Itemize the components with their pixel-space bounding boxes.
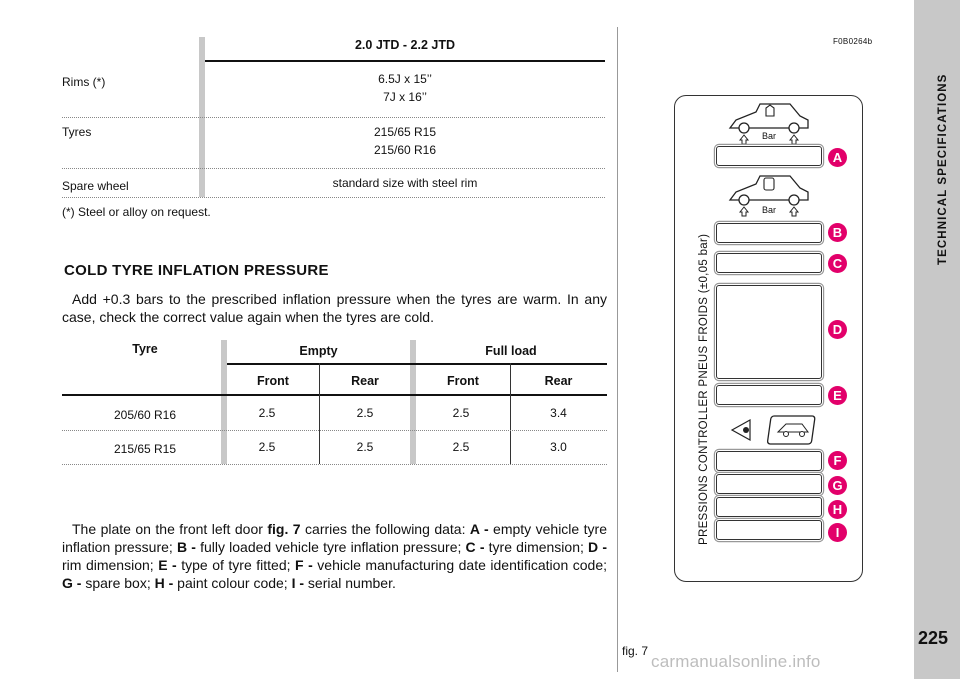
pressure-subheader: Rear	[544, 374, 573, 388]
pressure-cell: 2.5	[258, 440, 276, 454]
side-tab-title: TECHNICAL SPECIFICATIONS	[937, 73, 949, 265]
bar-label: Bar	[762, 205, 777, 215]
plate-paragraph	[62, 520, 607, 592]
plate-item-key: I -	[291, 575, 305, 591]
spec-value-line: 6.5J x 15’’	[378, 72, 432, 86]
pressure-row-tyre: 215/65 R15	[113, 442, 177, 456]
pressure-cell: 2.5	[452, 440, 470, 454]
pressure-cell: 2.5	[356, 406, 374, 420]
spec-row-label: Tyres	[62, 125, 92, 139]
pressure-row-tyre: 205/60 R16	[113, 408, 177, 422]
badge-i: I	[828, 523, 847, 542]
plate-item-text: type of tyre fitted;	[176, 557, 296, 573]
pressure-cell: 3.0	[550, 440, 567, 454]
plate-item-key: D -	[588, 539, 607, 555]
bar-label: Bar	[762, 131, 777, 141]
spec-table-header: 2.0 JTD - 2.2 JTD	[354, 38, 456, 52]
plate-vertical-text: PRESSIONS CONTROLLER PNEUS FROIDS (±0,05 bar)	[698, 233, 710, 545]
spec-row-label: Spare wheel	[62, 179, 129, 193]
badge-a: A	[828, 148, 847, 167]
plate-item-text: rim dimension;	[62, 557, 159, 573]
pressure-subheader: Front	[447, 374, 479, 388]
plate-item-text: paint colour code;	[173, 575, 292, 591]
badge-h: H	[828, 500, 847, 519]
plate-fig-ref: fig. 7	[267, 521, 301, 537]
pressure-subheader: Rear	[351, 374, 379, 388]
pressure-cell: 2.5	[356, 440, 374, 454]
pressure-full-header: Full load	[485, 344, 537, 358]
plate-field-d	[716, 285, 822, 379]
badge-b: B	[828, 223, 847, 242]
spec-row-divider	[62, 197, 605, 198]
figure-code: F0B0264b	[833, 37, 873, 46]
plate-item-text: serial number.	[304, 575, 396, 591]
plate-field-i	[716, 520, 822, 540]
plate-item-key: C -	[465, 539, 485, 555]
badge-d: D	[828, 320, 847, 339]
plate-field-h	[716, 497, 822, 517]
spec-row-value	[205, 123, 605, 159]
spec-table-header-rule	[205, 60, 605, 62]
pressure-row-divider	[62, 430, 607, 431]
figure-border	[617, 27, 618, 672]
plate-field-e	[716, 385, 822, 405]
plate-item-key: E -	[158, 557, 177, 573]
pressure-row-divider	[62, 464, 607, 465]
spec-value-line: standard size with steel rim	[332, 176, 478, 190]
plate-intro: The plate on the front left door	[72, 521, 268, 537]
plate-item-key: H -	[154, 575, 174, 591]
door-mirror-icon	[728, 410, 824, 450]
plate-item-text: tyre dimension;	[484, 539, 589, 555]
plate-item-text: empty vehicle tyre inflation pressure;	[62, 521, 607, 555]
badge-g: G	[828, 476, 847, 495]
spec-row-label: Rims (*)	[62, 75, 106, 89]
spec-value-line: 215/65 R15	[373, 125, 437, 139]
pressure-cell: 2.5	[258, 406, 276, 420]
pressure-subheader: Front	[257, 374, 289, 388]
plate-field-c	[716, 253, 822, 273]
plate-item-key: G -	[62, 575, 82, 591]
spec-value-line: 7J x 16’’	[383, 90, 427, 104]
pressure-subheader-rule	[62, 394, 607, 396]
pressure-header-rule	[227, 363, 607, 365]
plate-item-key: F -	[295, 557, 313, 573]
figure-caption: fig. 7	[622, 644, 649, 658]
badge-e: E	[828, 386, 847, 405]
badge-c: C	[828, 254, 847, 273]
pressure-cell: 3.4	[550, 406, 567, 420]
plate-item-text: spare box;	[81, 575, 155, 591]
plate-item-text: vehicle manufacturing date identification code;	[312, 557, 608, 573]
spec-row-divider	[62, 168, 605, 169]
pressure-cell: 2.5	[452, 406, 470, 420]
plate-item-key: B -	[176, 539, 196, 555]
plate-field-b	[716, 223, 822, 243]
plate-field-f	[716, 451, 822, 471]
spec-value-line: 215/60 R16	[373, 143, 437, 157]
plate-field-a	[716, 146, 822, 166]
page-number: 225	[918, 628, 949, 648]
plate-after-ref: carries the following data:	[300, 521, 470, 537]
pressure-empty-header: Empty	[299, 344, 338, 358]
spec-row-value	[205, 174, 605, 192]
section-title: COLD TYRE INFLATION PRESSURE	[64, 262, 329, 279]
spec-row-value	[205, 70, 605, 106]
section-intro-text: Add +0.3 bars to the prescribed inflation pressure when the tyres are warm. In any case, check the correct value again when the tyres are cold.	[62, 291, 607, 325]
spec-footnote: (*) Steel or alloy on request.	[62, 205, 211, 219]
section-intro	[62, 290, 607, 326]
pressure-tyre-header: Tyre	[132, 342, 158, 356]
plate-item-text: fully loaded vehicle tyre inflation pressure;	[195, 539, 466, 555]
spec-row-divider	[62, 117, 605, 118]
watermark: carmanualsonline.info	[651, 652, 821, 671]
badge-f: F	[828, 451, 847, 470]
plate-field-g	[716, 474, 822, 494]
plate-item-key: A -	[469, 521, 489, 537]
